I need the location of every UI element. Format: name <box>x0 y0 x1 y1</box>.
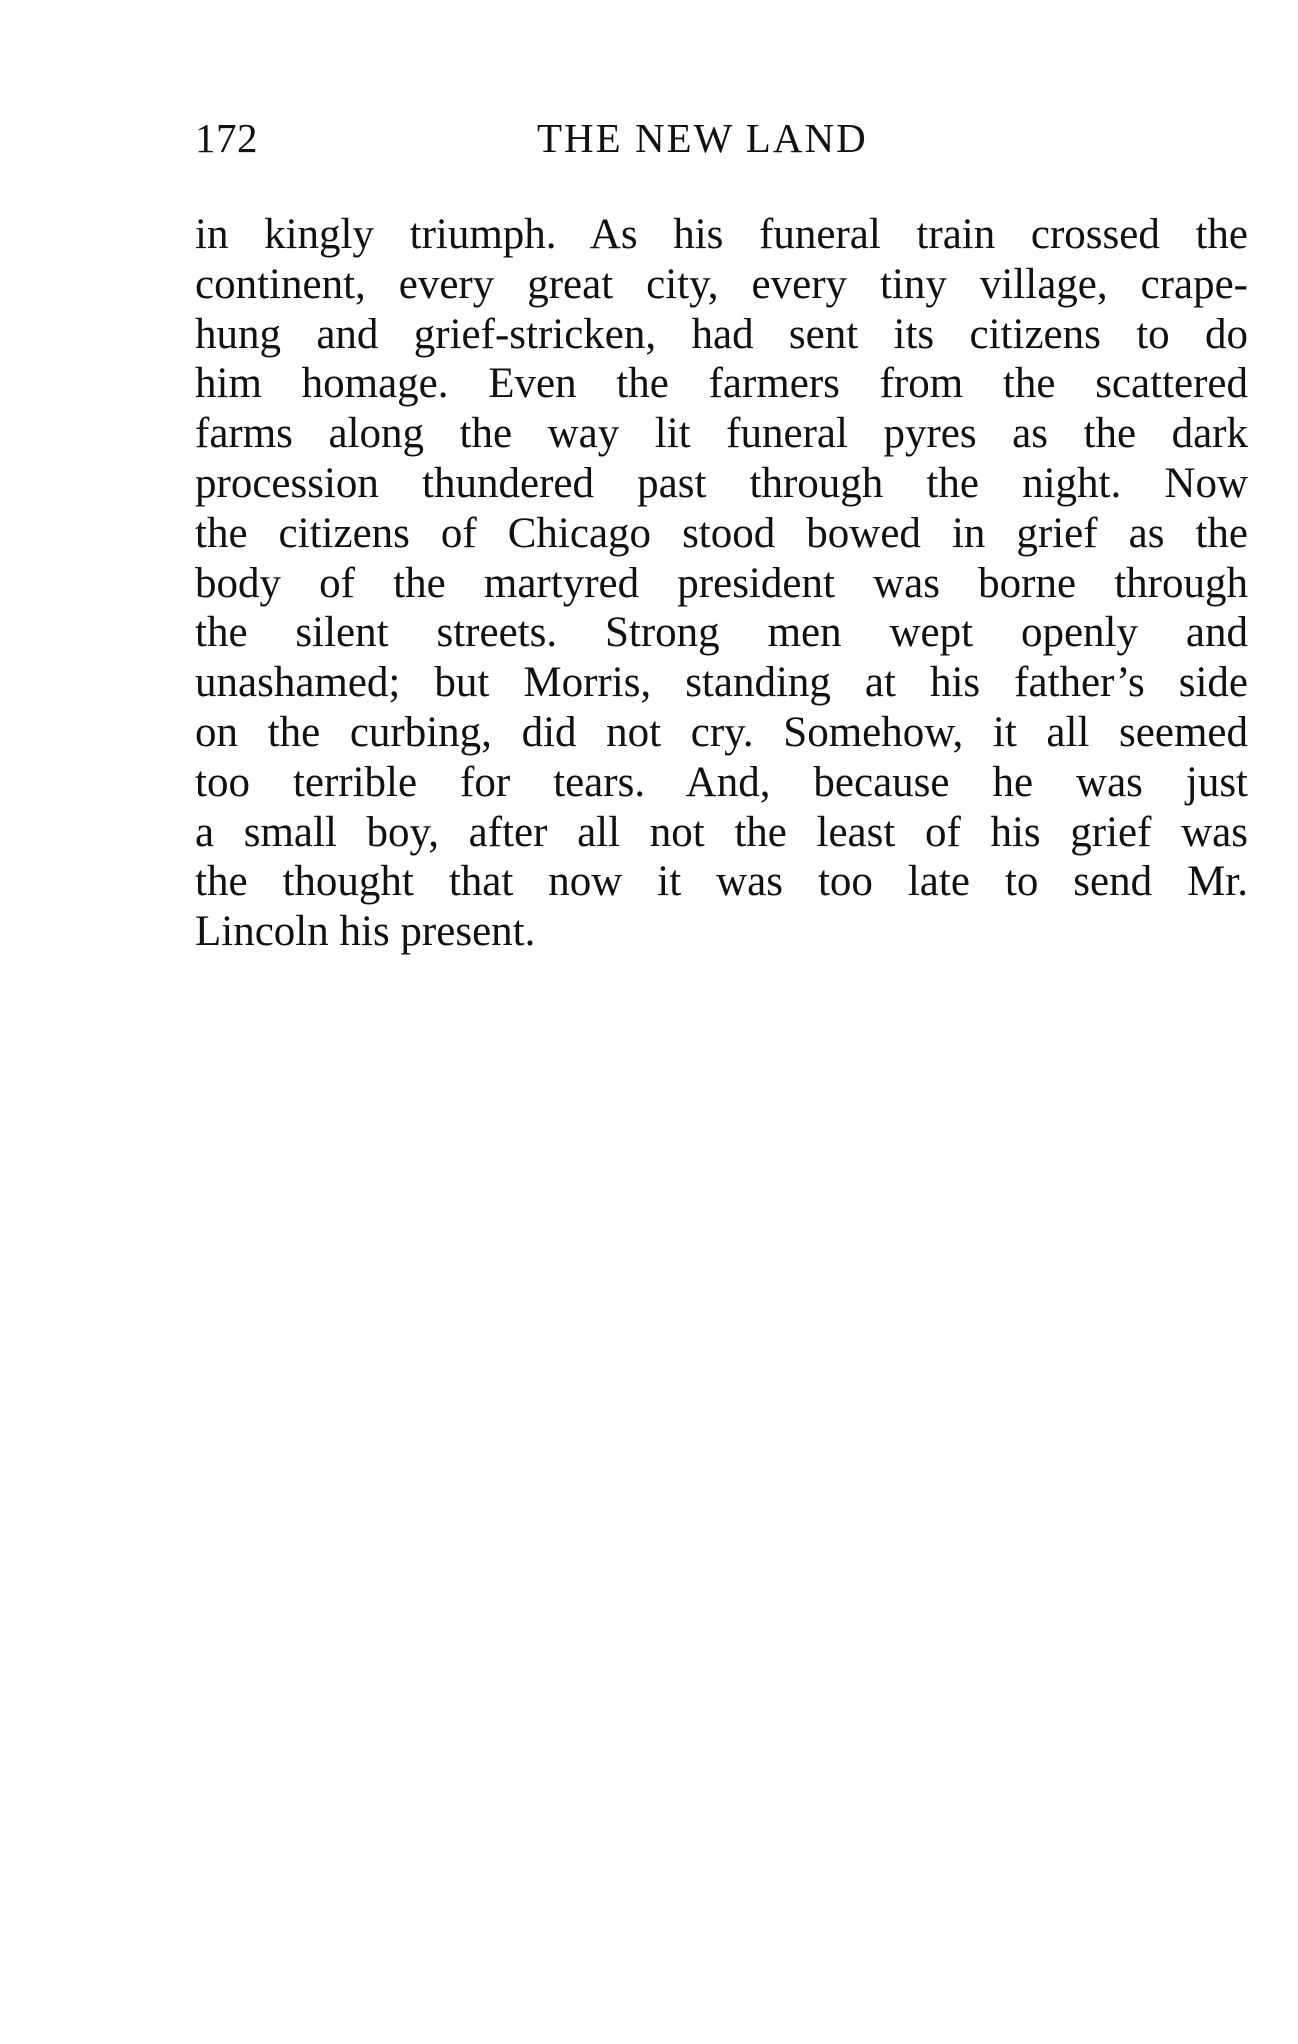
text-line: Lincoln his present. <box>195 908 536 956</box>
text-line: in kingly triumph. As his funeral train crossed the <box>195 211 1248 258</box>
text-line: the citizens of Chicago stood bowed in grief as the <box>195 509 1248 557</box>
text-line: continent, every great city, every tiny village, crape- <box>195 260 1248 308</box>
text-line: on the curbing, did not cry. Somehow, it all seemed <box>195 708 1248 756</box>
text-line: procession thundered past through the night. Now <box>195 459 1248 507</box>
text-line: unashamed; but Morris, standing at his father’s side <box>195 659 1248 707</box>
running-head <box>195 112 1248 164</box>
text-line: hung and grief-stricken, had sent its citizens to do <box>195 310 1248 358</box>
text-line: farms along the way lit funeral pyres as the dark <box>195 410 1248 458</box>
text-line: too terrible for tears. And, because he was just <box>195 758 1248 806</box>
text-line: a small boy, after all not the least of his grief was <box>195 808 1248 856</box>
text-line: body of the martyred president was borne through <box>195 559 1248 607</box>
text-line: the thought that now it was too late to send Mr. <box>195 858 1248 906</box>
text-line: the silent streets. Strong men wept openly and <box>195 609 1248 657</box>
text-line: him homage. Even the farmers from the scattered <box>195 360 1248 408</box>
page-number: 172 <box>195 115 258 161</box>
body-paragraph <box>195 210 1248 957</box>
running-title: THE NEW LAND <box>537 115 868 161</box>
